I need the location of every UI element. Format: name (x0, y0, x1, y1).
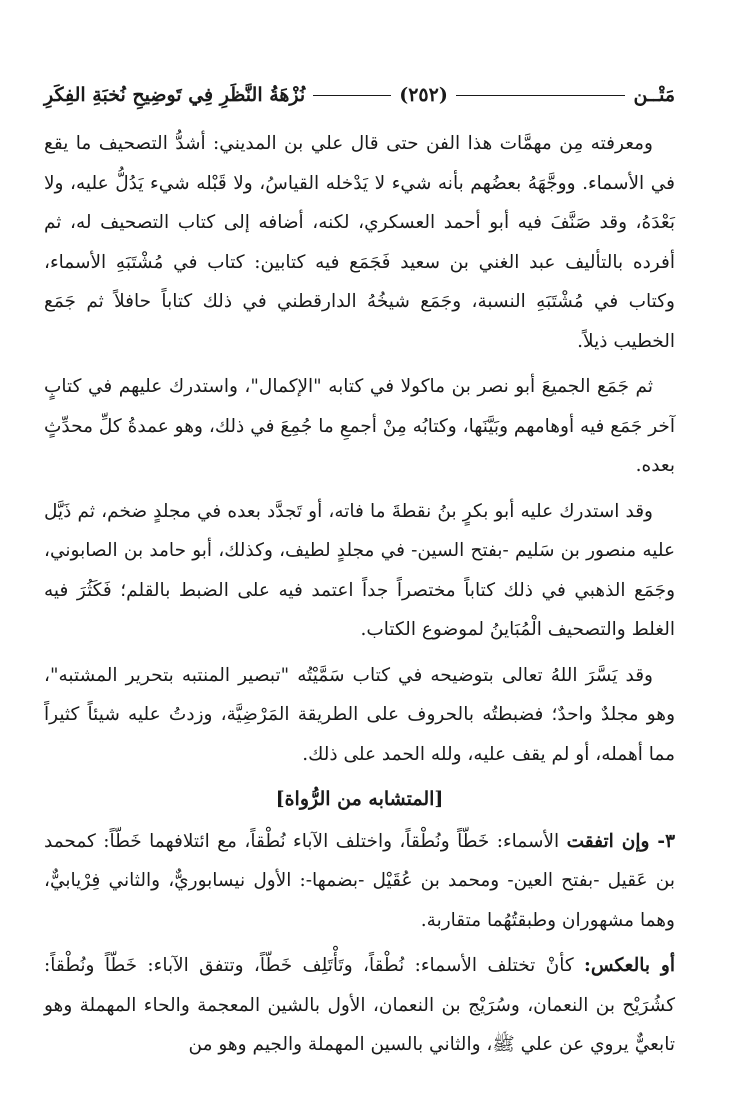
paragraph-6-lead: أو بالعكس: (584, 955, 675, 976)
paragraph-5-text: الأسماء: خَطّاً ونُطْقاً، واختلف الآباء نُطْقاً، مع ائتلافهما خَطّاً: كمحمد بن عَقيل -بفتح العين- ومحمد بن عُقَيْل -بضمها-: الأول نيسابوريٌّ، والثاني فِرْيابيٌّ، وهما مشهوران وطبقتُهُما متقاربة. (44, 830, 675, 931)
paragraph-1: ومعرفته مِن مهمَّات هذا الفن حتى قال علي بن المديني: أشدُّ التصحيف ما يقع في الأسماء. ووجَّهَهُ بعضُهم بأنه شيء لا يَدْخله القياسُ، ولا قَبْله شيء يَدُلُّ عليه، ولا بَعْدَهُ، وقد صَنَّفَ فيه أبو أحمد العسكري، لكنه، أضافه إلى كتاب التصحيف له، ثم أفرده بالتأليف عبد الغني بن سعيد فَجَمَع فيه كتابين: كتاب في مُشْتَبَهِ الأسماء، وكتاب في مُشْتَبَهِ النسبة، وجَمَع شيخُهُ الدارقطني في ذلك كتاباً حافلاً ثم جَمَع الخطيب ذيلاً. (44, 133, 675, 352)
paragraph-4: وقد يَسَّرَ اللهُ تعالى بتوضيحه في كتاب سَمَّيْتُه "تبصير المنتبه بتحرير المشتبه"، وهو مجلدٌ واحدٌ؛ فضبطتُه بالحروف على الطريقة المَرْضِيَّة، وزدتُ عليه شيئاً كثيراً مما أهمله، أو لم يقف عليه، ولله الحمد على ذلك. (44, 664, 675, 765)
page-number: (٢٥٢) (399, 84, 448, 106)
running-head-rule-short (313, 95, 391, 96)
paragraph-5-lead: ٣- وإن اتفقت (566, 830, 676, 852)
body-text (44, 124, 675, 1071)
running-head-section: مَتْــن (633, 84, 675, 106)
running-head-rule (456, 95, 626, 96)
section-heading: [المتشابه من الرُّواة] (275, 788, 444, 810)
paragraph-2: ثم جَمَع الجميعَ أبو نصر بن ماكولا في كتابه "الإكمال"، واستدرك عليهم في كتابٍ آخر جَمَع فيه أوهامهم وبَيَّنَها، وكتابُه مِنْ أجمعِ ما جُمِعَ في ذلك، وهو عمدةُ كلِّ محدِّثٍ بعده. (44, 376, 675, 476)
paragraph-3: وقد استدرك عليه أبو بكرٍ بنُ نقطةَ ما فاته، أو تَجدَّد بعده في مجلدٍ ضخم، ثم ذَيَّل عليه منصور بن سَليم -بفتح السين- في مجلدٍ لطيف، وكذلك، أبو حامد بن الصابوني، وجَمَع الذهبي في ذلك كتاباً مختصراً جداً اعتمد فيه على الضبط بالقلم؛ فَكَثُرَ فيه الغلط والتصحيف الْمُبَاينُ لموضوع الكتاب. (44, 500, 675, 640)
book-title: نُزْهَةُ النَّظَرِ فِي تَوضِيحِ نُخبَةِ الفِكَرِ (44, 84, 306, 106)
paragraph-5 (44, 822, 675, 941)
running-head (44, 80, 675, 110)
paragraph-6-text: كأنْ تختلف الأسماء: نُطْقاً، وتَأْتَلِف خَطّاً، وتتفق الآباء: خَطّاً ونُطْقاً: كشُرَيْح بن النعمان، وسُرَيْج بن النعمان، الأول بالشين المعجمة والحاء المهملة وهو تابعيٌّ يروي عن علي ﷺ، والثاني بالسين المهملة والجيم وهو من (44, 955, 675, 1055)
paragraph-6 (44, 946, 675, 1065)
